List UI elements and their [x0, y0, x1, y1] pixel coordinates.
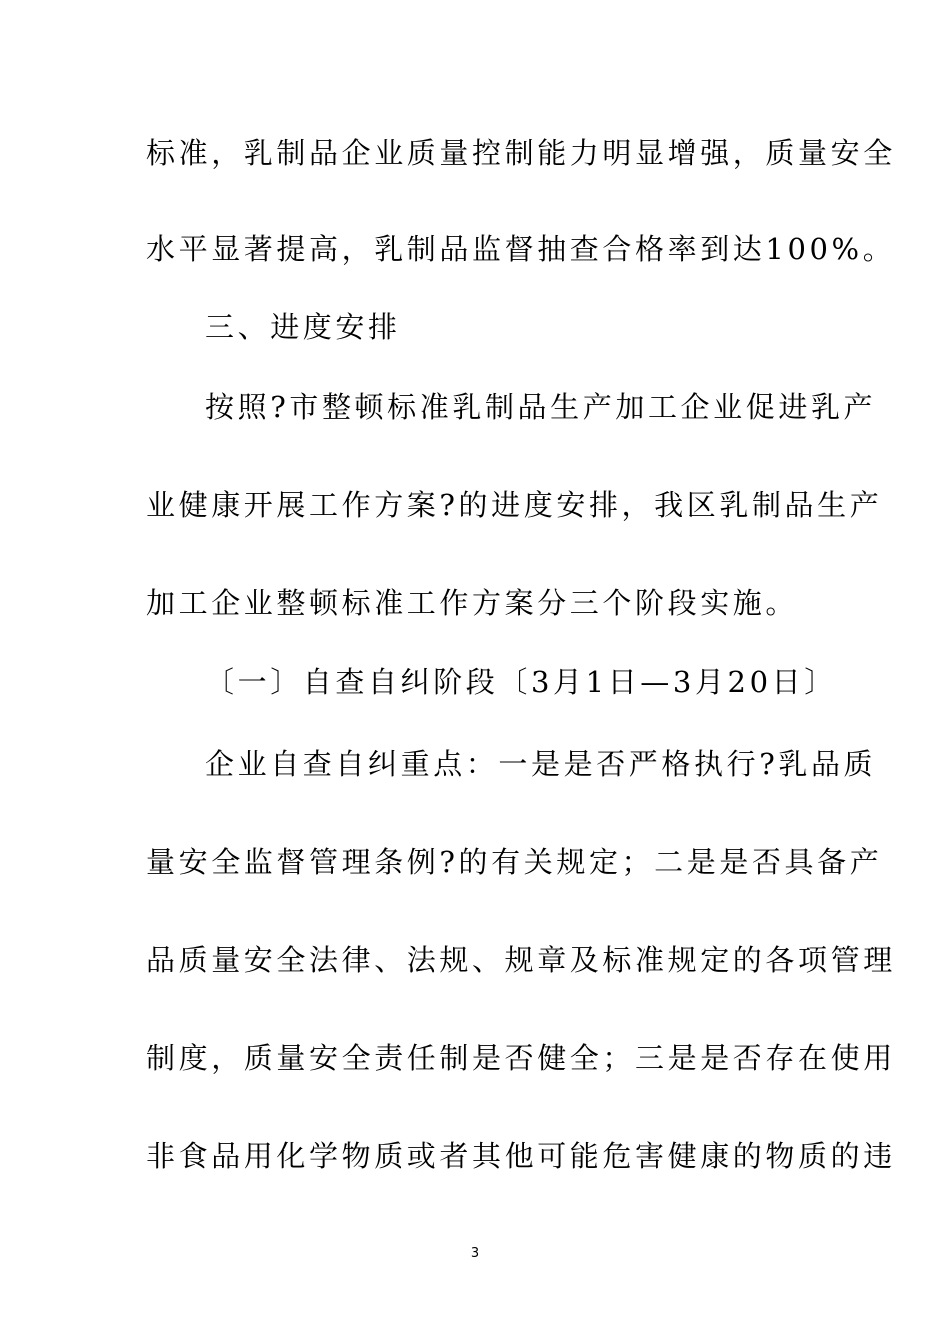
paragraph-line: 加工企业整顿标准工作方案分三个阶段实施。	[146, 586, 799, 620]
paragraph-line: 企业自查自纠重点：一是是否严格执行?乳品质	[205, 747, 877, 781]
paragraph-line: 标准，乳制品企业质量控制能力明显增强，质量安全	[146, 136, 896, 170]
paragraph-line: 品质量安全法律、法规、规章及标准规定的各项管理	[146, 943, 896, 977]
page-number: 3	[470, 1246, 480, 1261]
paragraph-line: 按照?市整顿标准乳制品生产加工企业促进乳产	[205, 390, 877, 424]
paragraph-line: 制度，质量安全责任制是否健全；三是是否存在使用	[146, 1041, 896, 1075]
paragraph-line: 非食品用化学物质或者其他可能危害健康的物质的违	[146, 1139, 896, 1173]
paragraph-line: 量安全监督管理条例?的有关规定；二是是否具备产	[146, 845, 883, 879]
section-heading: 三、进度安排	[205, 310, 401, 344]
paragraph-line: 业健康开展工作方案?的进度安排，我区乳制品生产	[146, 488, 883, 522]
paragraph-line: 水平显著提高，乳制品监督抽查合格率到达100%。	[146, 232, 896, 266]
subsection-heading: 〔一〕自查自纠阶段〔3月1日—3月20日〕	[205, 665, 837, 699]
